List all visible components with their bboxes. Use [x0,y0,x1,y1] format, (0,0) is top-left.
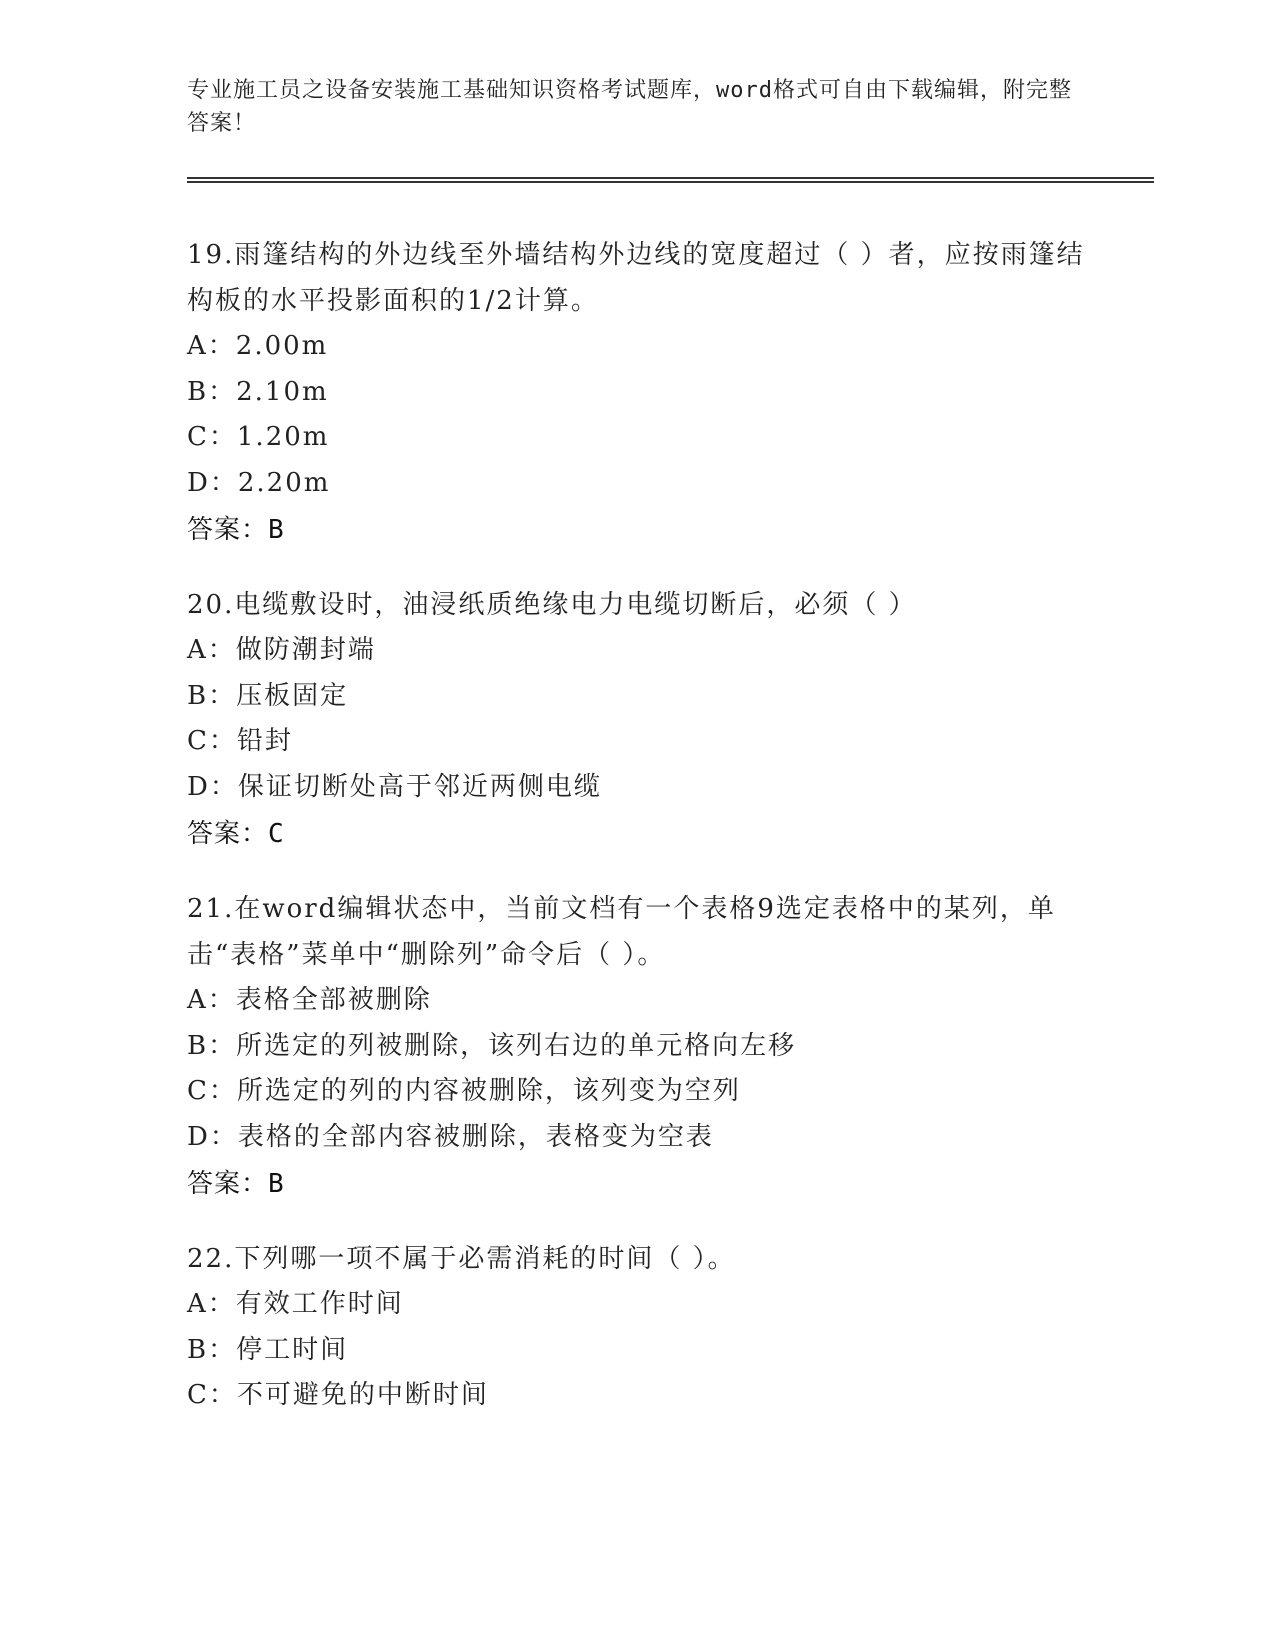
question-list [187,232,1087,1447]
option-b: B：2.10m [187,376,329,407]
option-a: A：有效工作时间 [187,1289,404,1319]
option-d: D：2.20m [187,467,331,498]
option-a: A：2.00m [187,331,329,361]
answer-line: 答案：C [187,819,285,849]
question-stem: 22.下列哪一项不属于必需消耗的时间（ ）。 [187,1244,736,1274]
option-b: B：停工时间 [187,1334,349,1365]
option-a: A：表格全部被删除 [187,985,432,1015]
option-c: C：1.20m [187,422,330,452]
answer-line: 答案：B [187,515,285,545]
question-20 [187,582,1087,858]
document-header-text: 专业施工员之设备安装施工基础知识资格考试题库，word格式可自由下载编辑，附完整答案！ [187,78,1072,136]
option-d: D：表格的全部内容被删除，表格变为空表 [187,1121,714,1152]
question-stem: 19.雨篷结构的外边线至外墙结构外边线的宽度超过（ ）者，应按雨篷结构板的水平投影面积的1/2计算。 [187,240,1085,316]
question-21 [187,886,1087,1208]
question-stem: 21.在word编辑状态中，当前文档有一个表格9选定表格中的某列，单击“表格”菜单中“删除列”命令后（ ）。 [187,894,1056,970]
option-c: C：不可避免的中断时间 [187,1380,489,1410]
header-double-rule [187,177,1154,183]
option-c: C：所选定的列的内容被删除，该列变为空列 [187,1076,741,1106]
option-d: D：保证切断处高于邻近两侧电缆 [187,771,602,802]
question-22 [187,1236,1087,1419]
answer-line: 答案：B [187,1169,285,1199]
option-b: B：压板固定 [187,680,349,711]
option-b: B：所选定的列被删除，该列右边的单元格向左移 [187,1030,797,1061]
option-c: C：铅封 [187,726,293,756]
question-19 [187,232,1087,554]
question-stem: 20.电缆敷设时，油浸纸质绝缘电力电缆切断后，必须（ ） [187,590,917,620]
option-a: A：做防潮封端 [187,635,376,665]
